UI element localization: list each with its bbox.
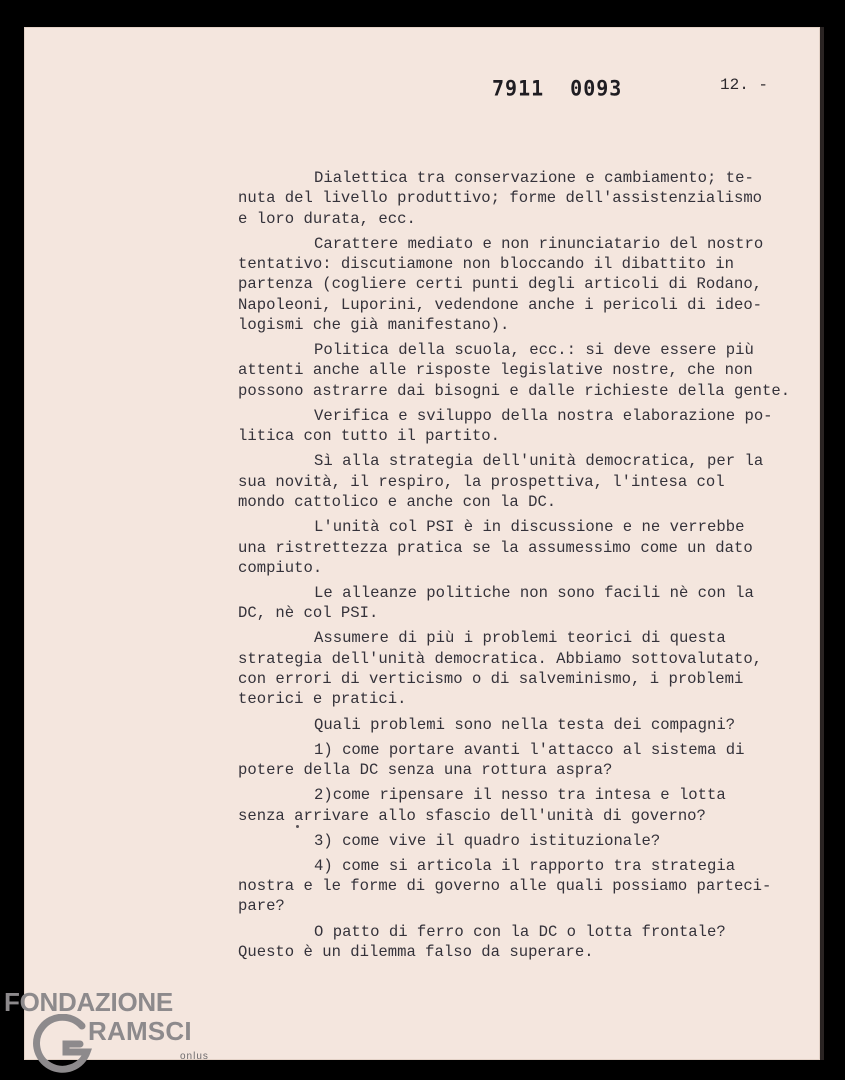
page-edge-shadow [820, 27, 824, 1060]
watermark-onlus: onlus [180, 1051, 209, 1062]
ink-dot [296, 825, 299, 828]
archive-code-b: 0093 [570, 75, 623, 101]
text-line: Dialettica tra conservazione e cambiamento; te- [314, 169, 754, 187]
paragraph [238, 517, 798, 578]
text-line: e loro durata, ecc. [238, 209, 416, 228]
fondazione-gramsci-watermark [4, 985, 214, 1080]
text-line: potere della DC senza una rottura aspra? [238, 761, 613, 780]
text-line: 4) come si articola il rapporto tra strategia [314, 856, 736, 875]
text-line: tentativo: discutiamone non bloccando il dibattito in [238, 255, 734, 274]
paragraph [238, 583, 798, 624]
paragraph [238, 922, 798, 963]
archive-code-a: 7911 [492, 75, 545, 101]
paragraph [238, 856, 798, 917]
text-line: Napoleoni, Luporini, vedendone anche i pericoli di ideo- [238, 295, 763, 314]
text-line: Verifica e sviluppo della nostra elaborazione po- [314, 406, 773, 425]
text-line: logismi che già manifestano). [238, 315, 510, 334]
paragraph [238, 740, 798, 781]
text-line: con errori di verticismo o di salveminismo, i problemi [238, 670, 744, 689]
document-body [238, 168, 798, 967]
text-line: attenti anche alle risposte legislative nostre, che non [238, 361, 753, 380]
text-line: nuta del livello produttivo; forme dell'assistenzialismo [238, 189, 763, 208]
text-line: DC, nè col PSI. [238, 604, 379, 623]
text-line: mondo cattolico e anche con la DC. [238, 493, 557, 512]
gramsci-g-logo-icon [32, 1014, 94, 1076]
paragraph [238, 628, 798, 709]
text-line: 2)come ripensare il nesso tra intesa e lotta [314, 786, 726, 805]
paragraph [238, 451, 798, 512]
paragraph [238, 715, 798, 735]
watermark-line-2: RAMSCI [88, 1016, 192, 1046]
text-line: Quali problemi sono nella testa dei compagni? [314, 715, 736, 734]
paragraph [238, 785, 798, 826]
text-line: partenza (cogliere certi punti degli articoli di Rodano, [238, 275, 763, 294]
paragraph [238, 234, 798, 335]
text-line: teorici e pratici. [238, 690, 407, 709]
text-line: possono astrarre dai bisogni e dalle richieste della gente. [238, 381, 791, 400]
page-number: 12. - [720, 76, 769, 94]
text-line: Sì alla strategia dell'unità democratica, per la [314, 452, 764, 471]
text-line: sua novità, il respiro, la prospettiva, l'intesa col [238, 472, 725, 491]
text-line: 3) come vive il quadro istituzionale? [314, 831, 661, 850]
watermark-line-1: FONDAZIONE [4, 987, 173, 1017]
paragraph [238, 168, 798, 229]
text-line: senza arrivare allo sfascio dell'unità di governo? [238, 806, 706, 825]
text-line: pare? [238, 897, 285, 916]
paragraph [238, 406, 798, 447]
paragraph [238, 831, 798, 851]
archive-stamp-number [492, 75, 622, 100]
text-line: Carattere mediato e non rinunciatario del nostro [314, 234, 764, 253]
text-line: strategia dell'unità democratica. Abbiamo sottovalutato, [238, 649, 763, 668]
text-line: Assumere di più i problemi teorici di questa [314, 629, 726, 648]
text-line: nostra e le forme di governo alle quali possiamo parteci- [238, 877, 772, 896]
text-line: 1) come portare avanti l'attacco al sistema di [314, 740, 745, 759]
text-line: O patto di ferro con la DC o lotta frontale? [314, 922, 726, 941]
text-line: Politica della scuola, ecc.: si deve essere più [314, 341, 754, 360]
text-line: Questo è un dilemma falso da superare. [238, 942, 594, 961]
text-line: Le alleanze politiche non sono facili nè con la [314, 583, 754, 602]
text-line: L'unità col PSI è in discussione e ne verrebbe [314, 518, 745, 537]
text-line: compiuto. [238, 558, 323, 577]
paragraph [238, 340, 798, 401]
text-line: litica con tutto il partito. [238, 427, 501, 446]
text-line: una ristrettezza pratica se la assumessimo come un dato [238, 538, 753, 557]
